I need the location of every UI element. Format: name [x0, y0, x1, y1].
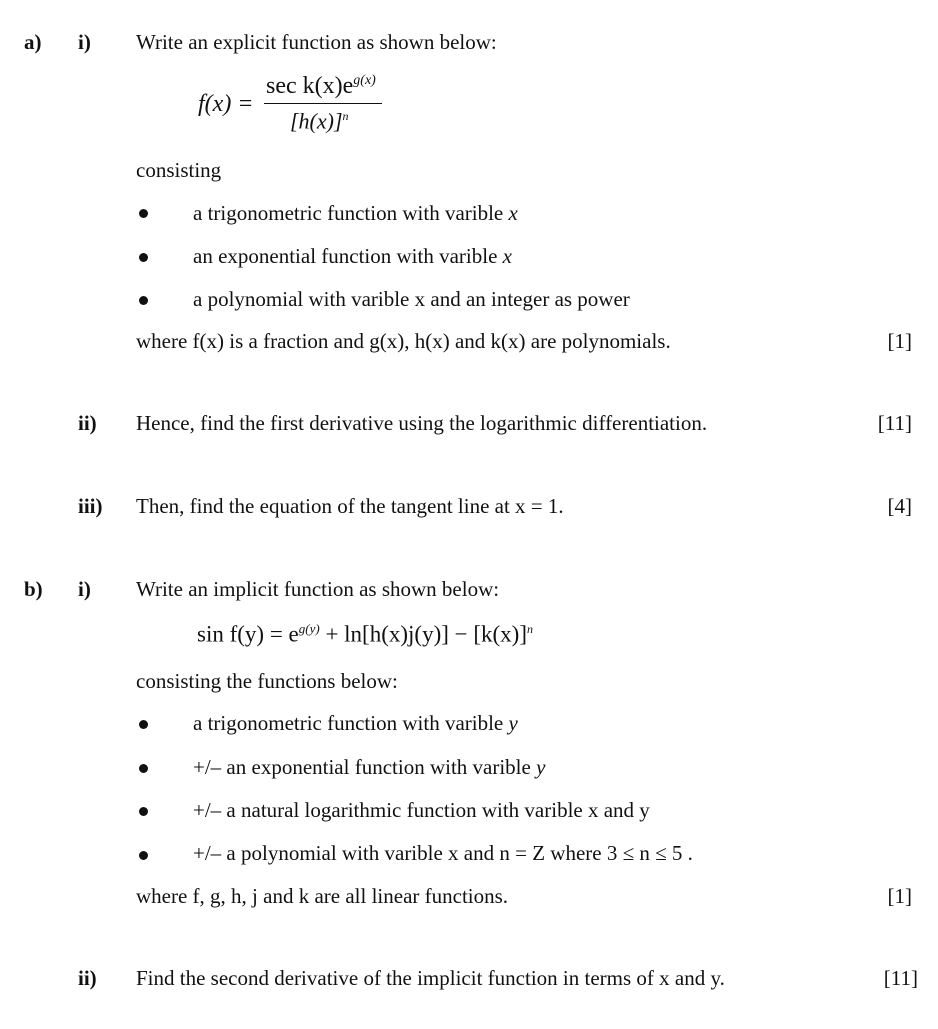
bullet-dot — [139, 209, 148, 218]
part-b-ii-text: Find the second derivative of the implicit function in terms of x and y. — [136, 966, 725, 990]
bullet-dot — [139, 764, 148, 773]
formula-numerator — [266, 74, 376, 98]
implicit-formula-rhs: + ln[h(x)j(y)] − [k(x)] — [325, 621, 528, 647]
part-a-ii-marks: [11] — [877, 411, 912, 435]
bullet-a-3: a polynomial with varible x and an integer as power — [193, 287, 630, 311]
formula-numerator-base: sec k(x)e — [266, 73, 354, 99]
formula-denominator-base: [h(x)] — [290, 108, 343, 134]
implicit-formula-exponent: g(y) — [298, 621, 320, 636]
part-a-i-label: i) — [78, 30, 91, 54]
bullet-dot — [139, 851, 148, 860]
bullet-dot — [139, 807, 148, 816]
section-b-label: b) — [24, 577, 43, 601]
part-b-i-where: where f, g, h, j and k are all linear functions. — [136, 884, 509, 908]
part-a-i-prompt: Write an explicit function as shown below: — [136, 30, 497, 54]
part-a-i-consisting: consisting — [136, 158, 222, 182]
part-a-ii-text: Hence, find the first derivative using the logarithmic differentiation. — [136, 411, 708, 435]
part-b-i-label: i) — [78, 577, 91, 601]
implicit-formula-rhs-exponent: n — [527, 622, 534, 636]
part-a-iii-text: Then, find the equation of the tangent line at x = 1. — [136, 494, 564, 518]
implicit-formula-lhs: sin f(y) = e — [197, 621, 299, 647]
section-a-label: a) — [24, 30, 42, 54]
part-a-iii-label: iii) — [78, 494, 103, 518]
part-b-i-prompt: Write an implicit function as shown below: — [136, 577, 500, 601]
bullet-a-2: an exponential function with varible x — [193, 244, 512, 268]
part-b-i-consisting: consisting the functions below: — [136, 669, 398, 693]
fraction-bar — [264, 103, 382, 104]
part-b-ii-marks: [11] — [883, 966, 918, 990]
bullet-a-1: a trigonometric function with varible x — [193, 201, 518, 225]
formula-denominator-exponent: n — [342, 109, 349, 123]
bullet-dot — [139, 253, 148, 262]
bullet-b-2: +/– an exponential function with varible y — [193, 755, 546, 779]
bullet-b-3: +/– a natural logarithmic function with varible x and y — [193, 798, 650, 822]
bullet-b-1: a trigonometric function with varible y — [193, 711, 518, 735]
part-a-i-marks: [1] — [887, 329, 912, 353]
bullet-dot — [139, 720, 148, 729]
part-a-i-where: where f(x) is a fraction and g(x), h(x) and k(x) are polynomials. — [136, 329, 671, 353]
bullet-dot — [139, 296, 148, 305]
part-b-ii-label: ii) — [78, 966, 97, 990]
formula-denominator — [290, 110, 349, 132]
formula-lhs: f(x) = — [198, 91, 254, 117]
part-a-iii-marks: [4] — [887, 494, 912, 518]
explicit-function-formula — [198, 74, 398, 144]
implicit-function-formula — [197, 622, 533, 646]
part-a-ii-label: ii) — [78, 411, 97, 435]
part-b-i-marks: [1] — [887, 884, 912, 908]
bullet-b-4: +/– a polynomial with varible x and n = Z where 3 ≤ n ≤ 5 . — [193, 841, 693, 865]
formula-numerator-exponent: g(x) — [353, 73, 376, 88]
